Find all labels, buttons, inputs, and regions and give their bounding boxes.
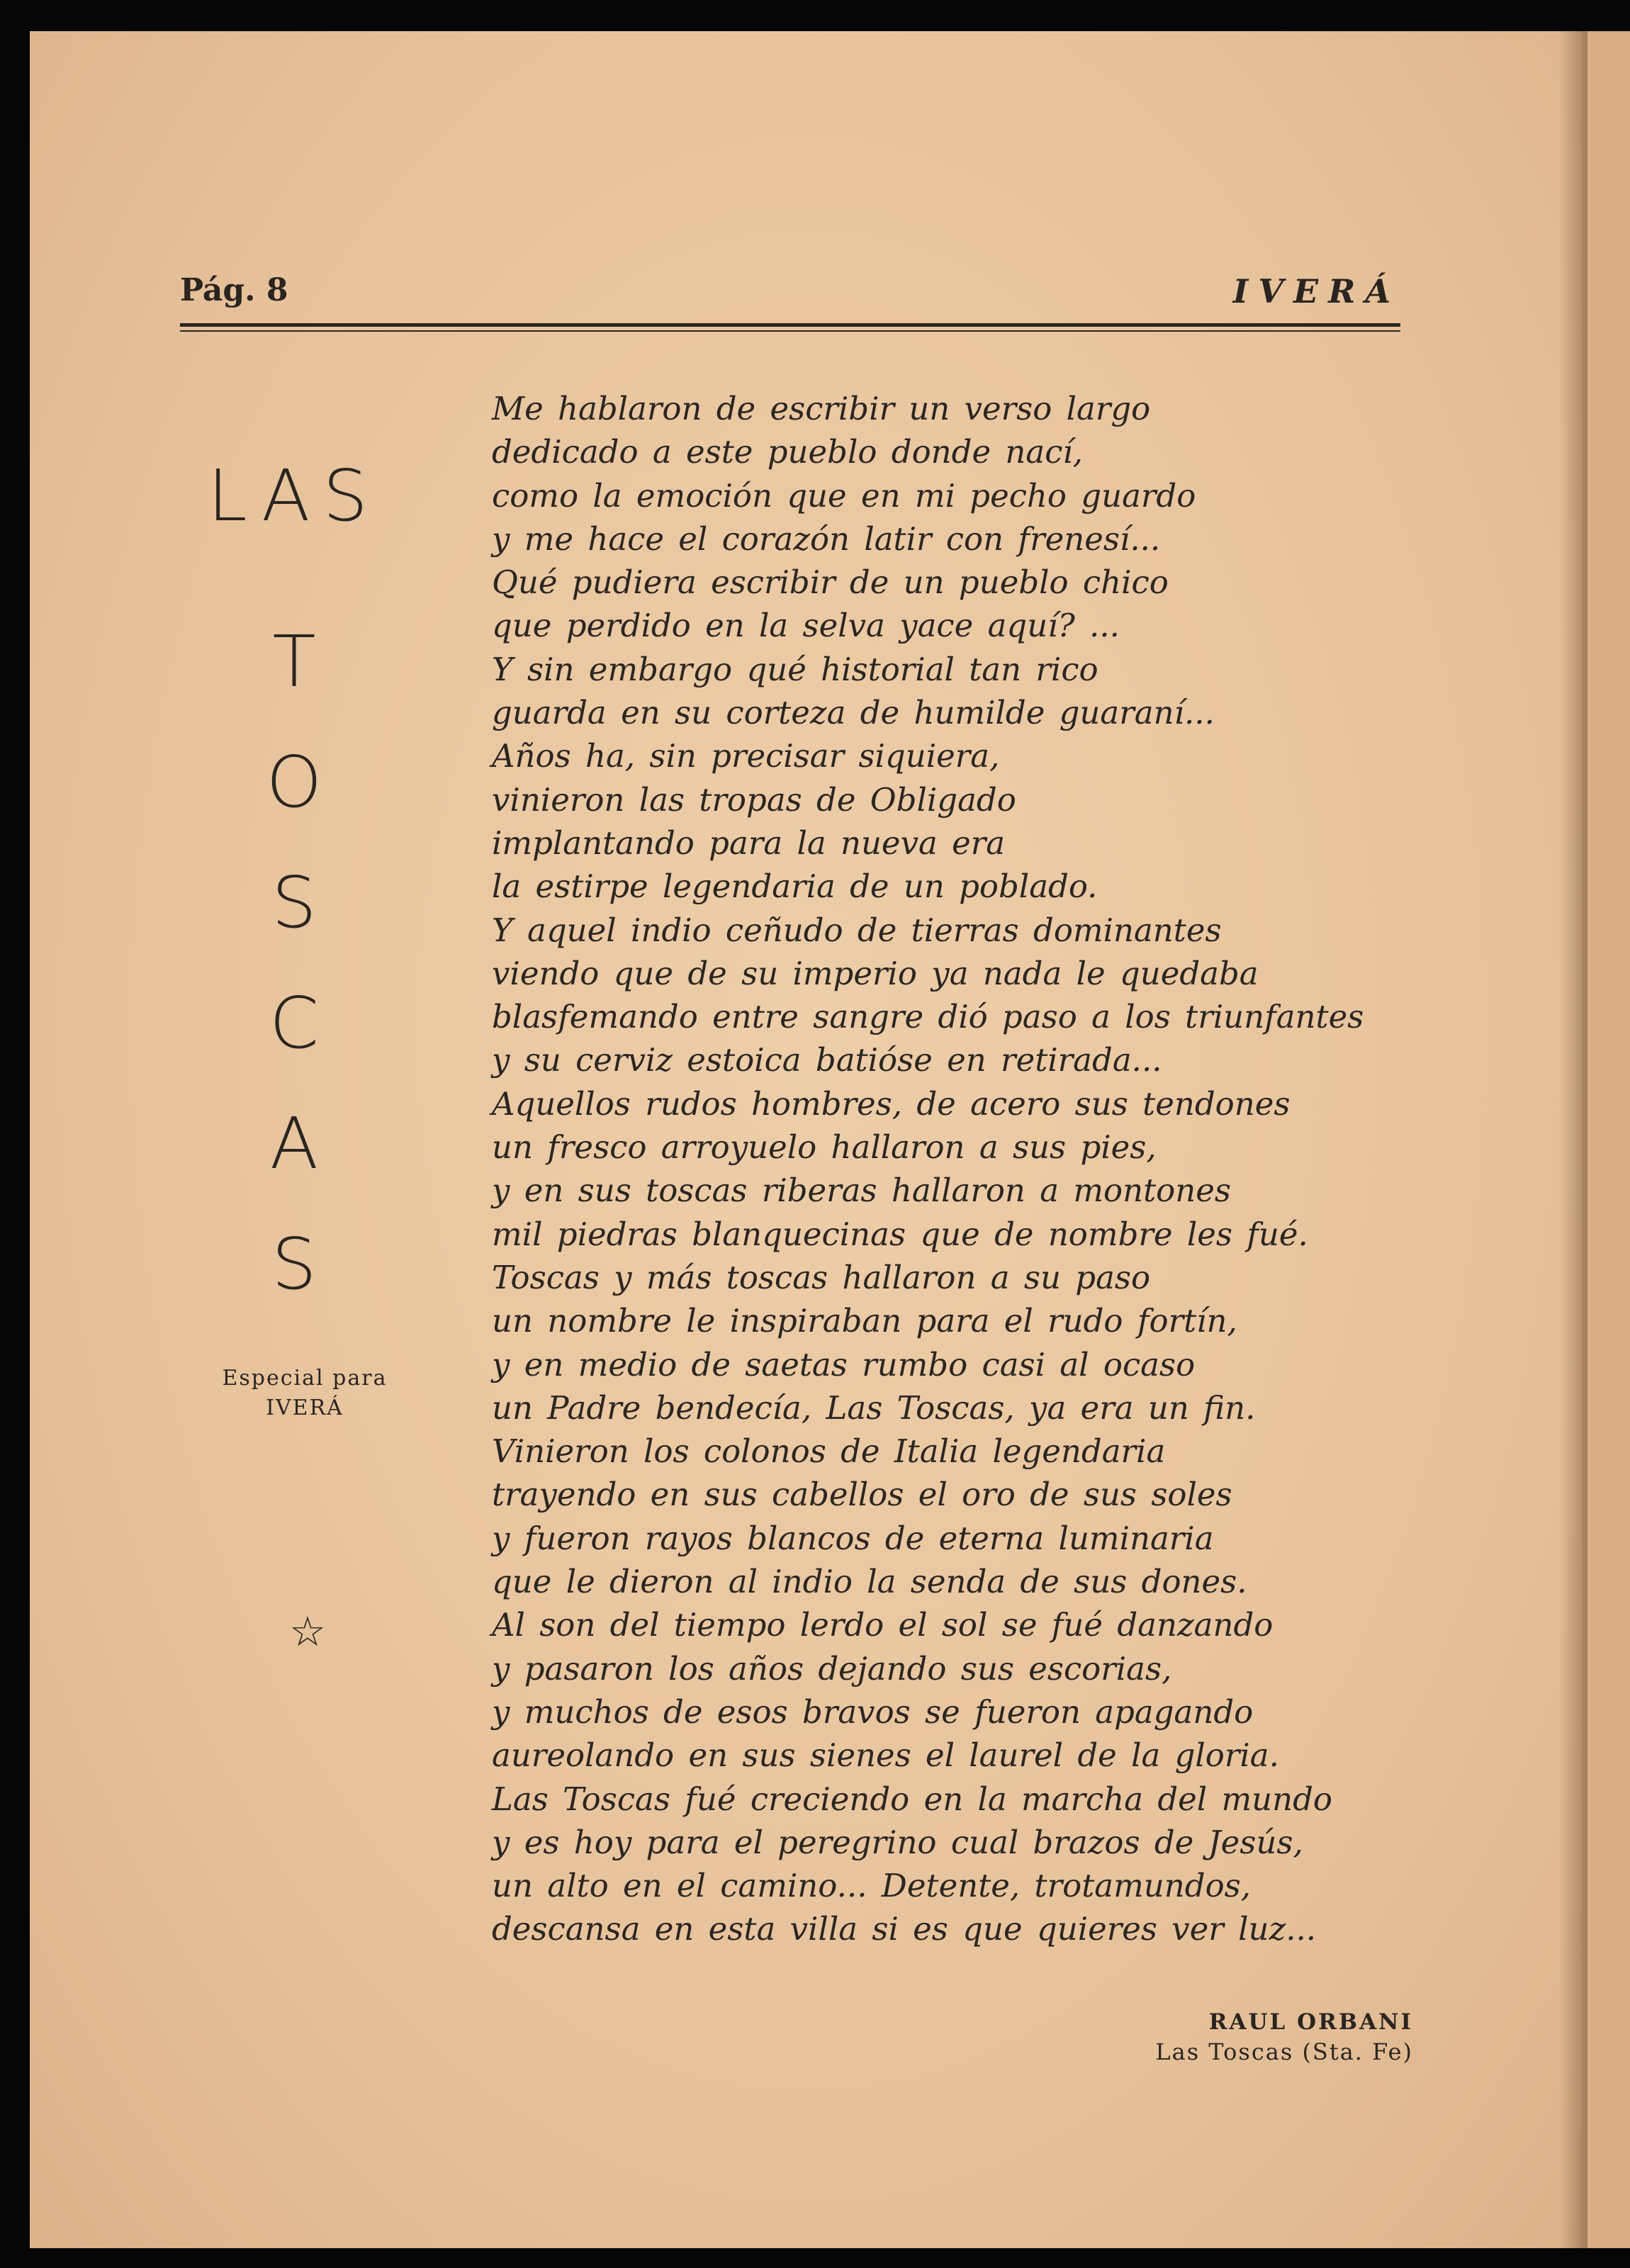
- title-letter: C: [269, 982, 319, 1065]
- stanza: [492, 1778, 1413, 1951]
- dedication-magazine: IVERÁ: [266, 1396, 344, 1420]
- poem-line: viendo que de su imperio ya nada le quedaba: [492, 954, 1259, 992]
- poem-line: guarda en su corteza de humilde guaraní...: [492, 694, 1215, 732]
- author-name: RAUL ORBANI: [1208, 2009, 1413, 2035]
- poem-line: y en medio de saetas rumbo casi al ocaso: [492, 1345, 1196, 1383]
- title-word-las: LAS: [208, 454, 381, 537]
- author-place: Las Toscas (Sta. Fe): [1155, 2038, 1413, 2065]
- stanza: [492, 561, 1413, 734]
- poem: [492, 387, 1413, 1951]
- dedication: [206, 1364, 404, 1423]
- poem-line: descansa en esta villa si es que quieres ver luz...: [492, 1910, 1317, 1948]
- poem-line: implantando para la nueva era: [492, 824, 1006, 862]
- stanza: [492, 1603, 1413, 1777]
- page-number: Pág. 8: [180, 272, 288, 308]
- stanza: [492, 1082, 1413, 1256]
- poem-line: un Padre bendecía, Las Toscas, ya era un fin.: [492, 1388, 1256, 1427]
- title-letter: T: [272, 620, 316, 703]
- title-letter: O: [266, 741, 322, 824]
- stanza: [492, 1256, 1413, 1430]
- poem-line: trayendo en sus cabellos el oro de sus soles: [492, 1476, 1232, 1514]
- magazine-title: IVERÁ: [1232, 272, 1400, 310]
- signature: [1155, 2007, 1413, 2067]
- poem-line: Vinieron los colonos de Italia legendaria: [492, 1432, 1166, 1471]
- poem-line: Y aquel indio ceñudo de tierras dominantes: [492, 911, 1222, 949]
- poem-line: Las Toscas fué creciendo en la marcha del mundo: [492, 1780, 1333, 1818]
- poem-line: que le dieron al indio la senda de sus dones.: [492, 1563, 1247, 1601]
- poem-line: Al son del tiempo lerdo el sol se fué danzando: [492, 1606, 1274, 1644]
- header-rule-thick: [180, 323, 1400, 327]
- stanza: [492, 909, 1413, 1082]
- title-letter: S: [271, 861, 317, 944]
- poem-line: Toscas y más toscas hallaron a su paso: [492, 1258, 1151, 1296]
- stanza: [492, 387, 1413, 561]
- poem-line: un nombre le inspiraban para el rudo fortín,: [492, 1302, 1237, 1340]
- poem-line: Me hablaron de escribir un verso largo: [492, 390, 1151, 427]
- poem-line: y pasaron los años dejando sus escorias,: [492, 1649, 1172, 1688]
- fold-shadow: [1559, 31, 1587, 2248]
- poem-line: dedicado a este pueblo donde nací,: [492, 433, 1084, 471]
- dedication-line: Especial para: [222, 1366, 388, 1391]
- title-letter: A: [269, 1102, 319, 1185]
- poem-line: y su cerviz estoica batióse en retirada...: [492, 1041, 1162, 1079]
- poem-line: que perdido en la selva yace aquí? ...: [492, 607, 1120, 645]
- star-icon: ☆: [289, 1607, 326, 1656]
- header-rule-thin: [180, 330, 1400, 332]
- poem-line: blasfemando entre sangre dió paso a los triunfantes: [492, 998, 1364, 1036]
- poem-line: como la emoción que en mi pecho guardo: [492, 476, 1196, 515]
- poem-line: y muchos de esos bravos se fueron apagando: [492, 1692, 1254, 1731]
- poem-line: mil piedras blanquecinas que de nombre les fué.: [492, 1215, 1308, 1253]
- poem-line: y me hace el corazón latir con frenesí...: [492, 520, 1161, 558]
- stanza: [492, 734, 1413, 908]
- poem-line: y fueron rayos blancos de eterna luminaria: [492, 1519, 1214, 1557]
- poem-line: aureolando en sus sienes el laurel de la gloria.: [492, 1736, 1279, 1775]
- poem-line: y en sus toscas riberas hallaron a montones: [492, 1172, 1231, 1210]
- poem-line: Años ha, sin precisar siquiera,: [492, 737, 1000, 775]
- poem-line: un fresco arroyuelo hallaron a sus pies,: [492, 1128, 1157, 1167]
- vertical-title: [206, 454, 418, 1361]
- poem-line: Qué pudiera escribir de un pueblo chico: [492, 563, 1169, 602]
- poem-line: Aquellos rudos hombres, de acero sus tendones: [492, 1084, 1291, 1123]
- poem-line: Y sin embargo qué historial tan rico: [492, 650, 1098, 688]
- stanza: [492, 1430, 1413, 1603]
- poem-line: la estirpe legendaria de un poblado.: [492, 868, 1098, 906]
- page-header: [180, 272, 1400, 322]
- poem-line: y es hoy para el peregrino cual brazos de Jesús,: [492, 1823, 1303, 1861]
- adjacent-page-edge: [1582, 31, 1630, 2248]
- title-letter: S: [271, 1223, 317, 1306]
- poem-line: vinieron las tropas de Obligado: [492, 780, 1016, 819]
- poem-line: un alto en el camino... Detente, trotamundos,: [492, 1867, 1252, 1905]
